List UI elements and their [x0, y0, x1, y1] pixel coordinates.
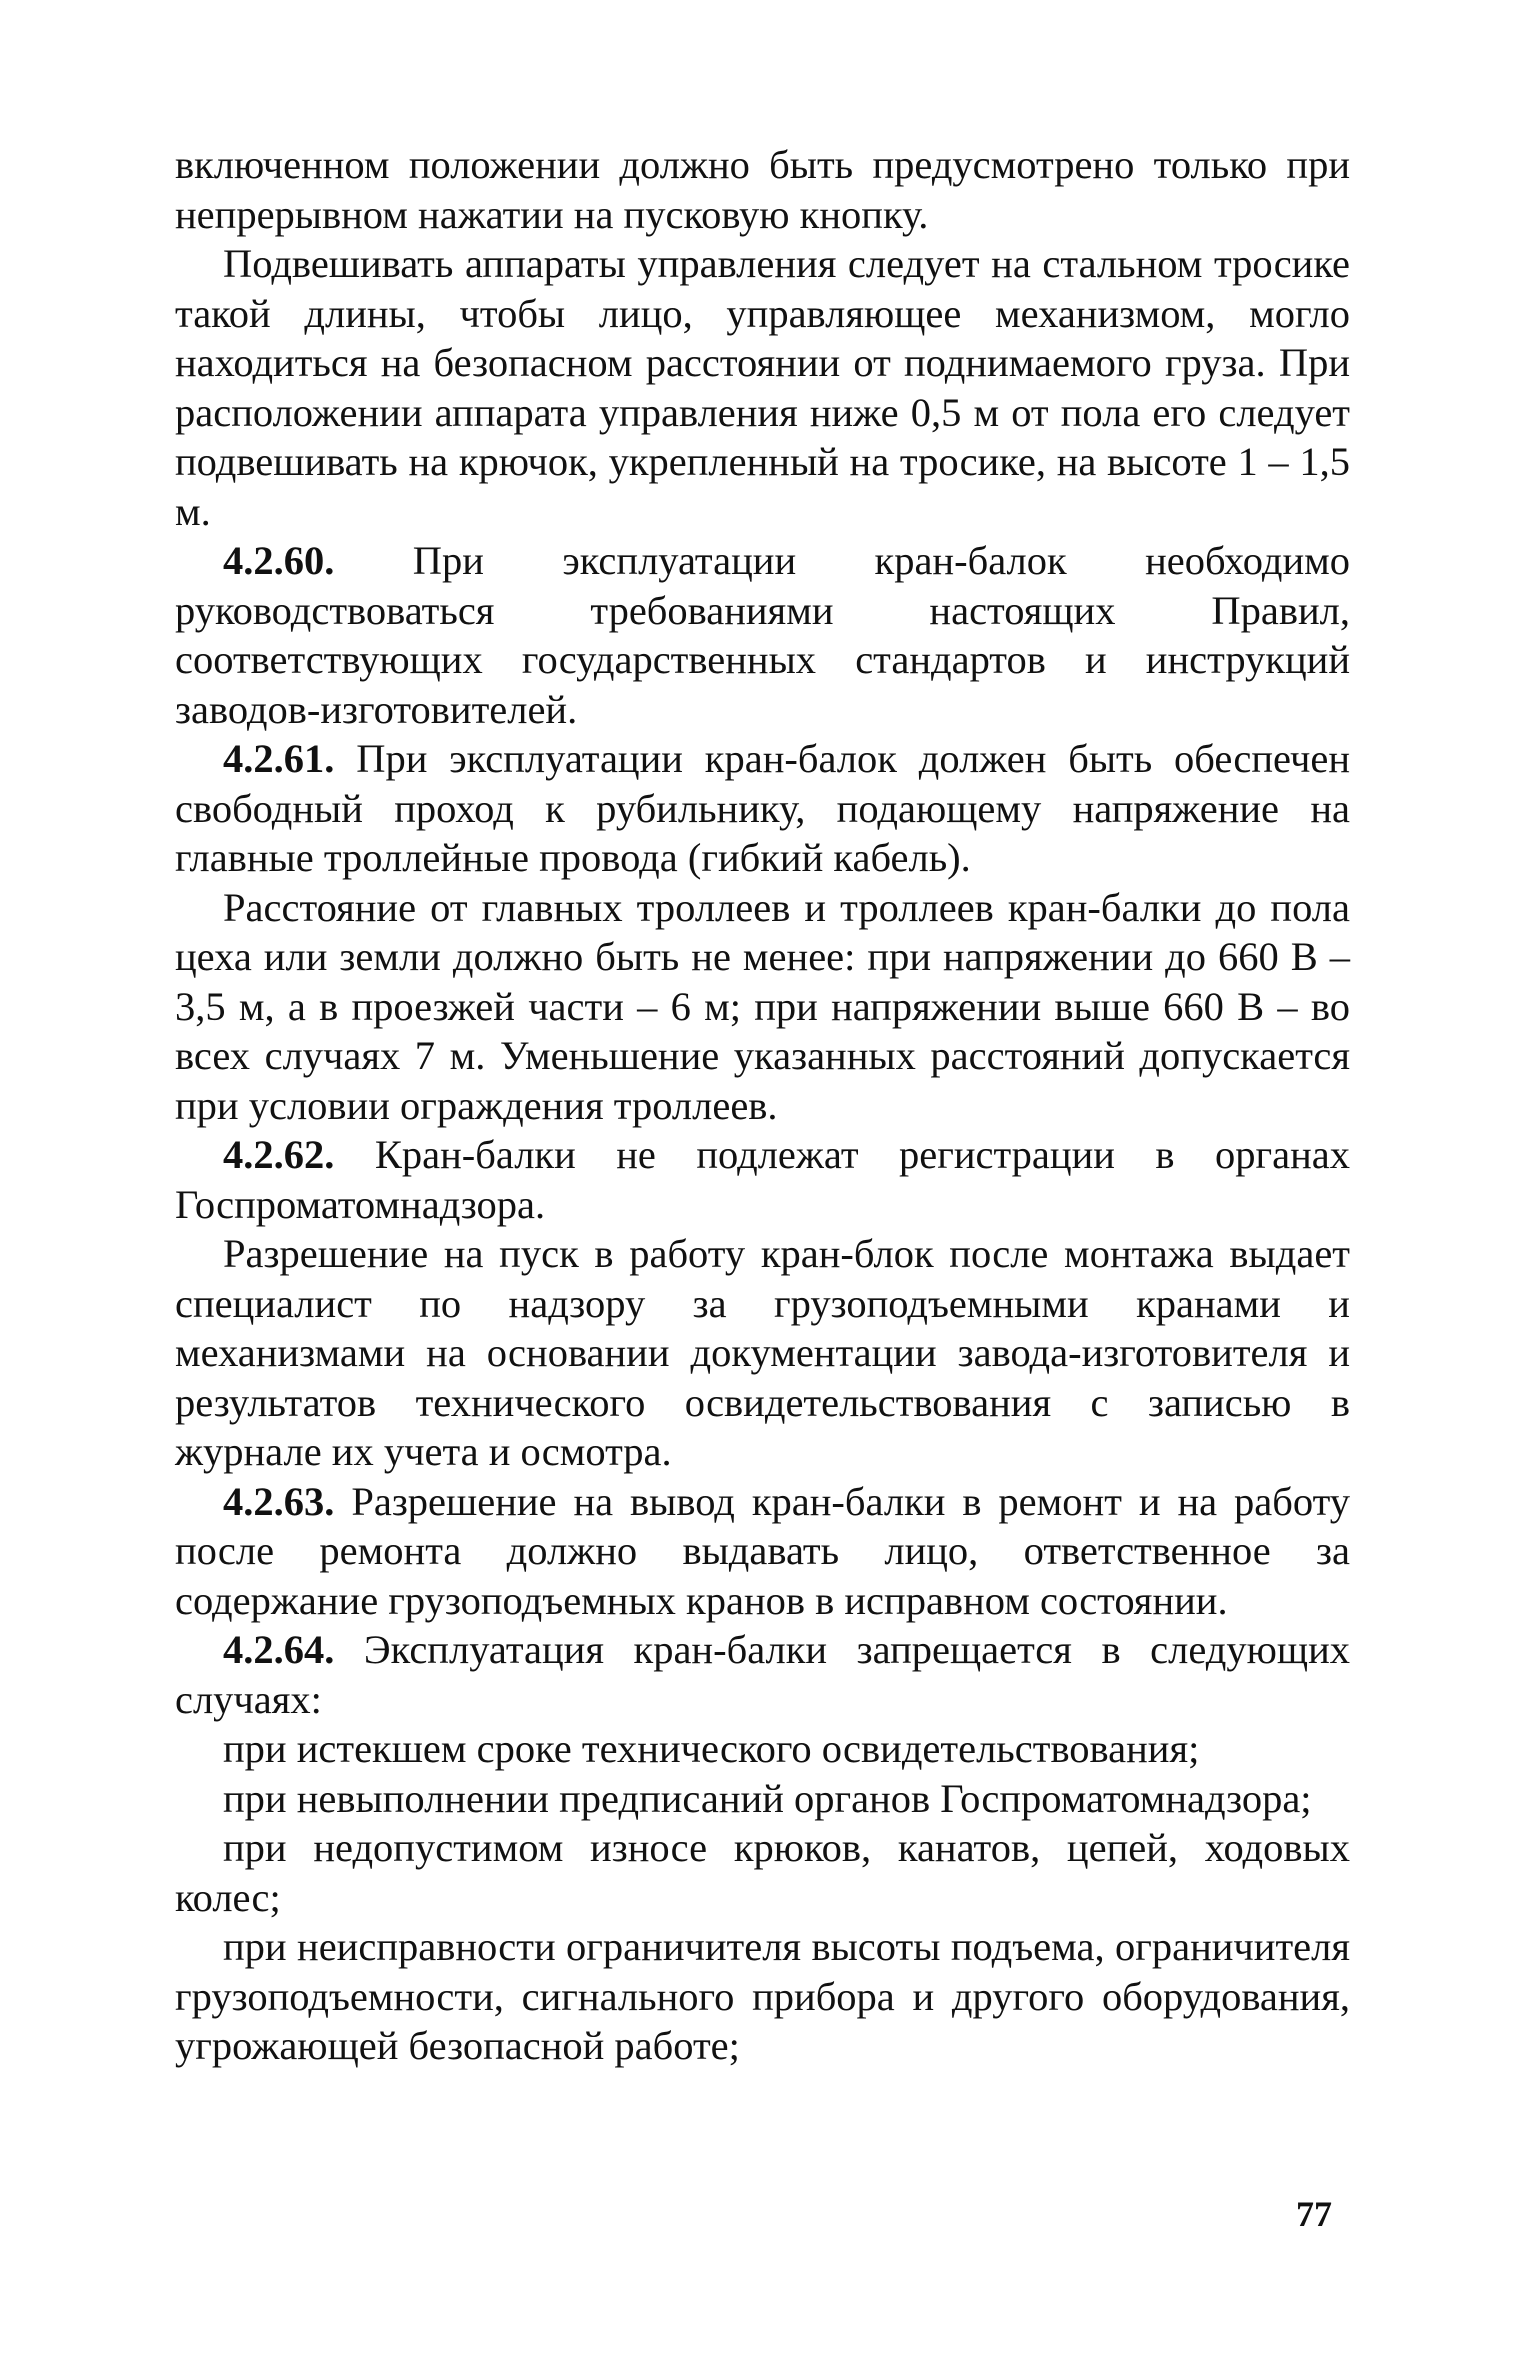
section-number: 4.2.61.: [223, 736, 335, 781]
section-number: 4.2.60.: [223, 538, 335, 583]
paragraph-distance-requirements: [175, 883, 1350, 1131]
paragraph-2-text: Подвешивать аппараты управления следует на стальном тросике такой длины, чтобы лицо, управляющее механизмом, могло находиться на безопасном расстоянии от поднимаемого груза. При расположении аппарата управления ниже 0,5 м от пола его следует подвешивать на крючок, укрепленный на тросике, на высоте 1 – 1,5 м.: [175, 241, 1350, 534]
list-item-text: при недопустимом износе крюков, канатов, цепей, ходовых колес;: [175, 1825, 1350, 1920]
section-number: 4.2.63.: [223, 1478, 335, 1524]
list-item: [175, 1922, 1350, 2071]
list-item: [175, 1724, 1350, 1774]
section-number: 4.2.62.: [223, 1132, 335, 1177]
list-item: [175, 1823, 1350, 1922]
paragraph-text: Расстояние от главных троллеев и троллеев кран-балки до пола цеха или земли должно быть не менее: при напряжении до 660 В – 3,5 м, а в проезжей части – 6 м; при напряжении выше 660 В – во всех случаях 7 м. Уменьшение указанных расстояний допускается при условии ограждения троллеев.: [175, 884, 1350, 1128]
section-text: Кран-балки не подлежат регистрации в органах Госпроматомнадзора.: [175, 1132, 1350, 1227]
page-number: 77: [1296, 2194, 1332, 2234]
section-4-2-60: [175, 536, 1350, 734]
section-text: При эксплуатации кран-балок должен быть обеспечен свободный проход к рубильнику, подающему напряжение на главные троллейные провода (гибкий кабель).: [175, 736, 1350, 880]
section-number: 4.2.64.: [223, 1627, 335, 1672]
section-4-2-63: [175, 1477, 1350, 1626]
section-text: При эксплуатации кран-балок необходимо руководствоваться требованиями настоящих Правил, соответствующих государственных стандартов и инструкций заводов-изготовителей.: [175, 538, 1350, 732]
document-page: [175, 140, 1350, 2071]
paragraph-2: [175, 239, 1350, 536]
section-4-2-64: [175, 1625, 1350, 1724]
paragraph-1: [175, 140, 1350, 239]
list-item: [175, 1774, 1350, 1824]
list-item-text: при неисправности ограничителя высоты подъема, ограничителя грузоподъемности, сигнального прибора и другого оборудования, угрожающей безопасной работе;: [175, 1924, 1350, 2068]
section-4-2-62: [175, 1130, 1350, 1229]
paragraph-text: Разрешение на пуск в работу кран-блок после монтажа выдает специалист по надзору за грузоподъемными кранами и механизмами на основании документации завода-изготовителя и результатов технического освидетельствования с записью в журнале их учета и осмотра.: [175, 1231, 1350, 1474]
section-text: Эксплуатация кран-балки запрещается в следующих случаях:: [175, 1627, 1350, 1722]
list-item-text: при невыполнении предписаний органов Госпроматомнадзора;: [223, 1775, 1312, 1821]
paragraph-permission: [175, 1229, 1350, 1477]
paragraph-1-text: включенном положении должно быть предусмотрено только при непрерывном нажатии на пусковую кнопку.: [175, 142, 1350, 237]
section-text: Разрешение на вывод кран-балки в ремонт и на работу после ремонта должно выдавать лицо, ответственное за содержание грузоподъемных кранов в исправном состоянии.: [175, 1478, 1350, 1623]
section-4-2-61: [175, 734, 1350, 883]
list-item-text: при истекшем сроке технического освидетельствования;: [223, 1726, 1200, 1771]
